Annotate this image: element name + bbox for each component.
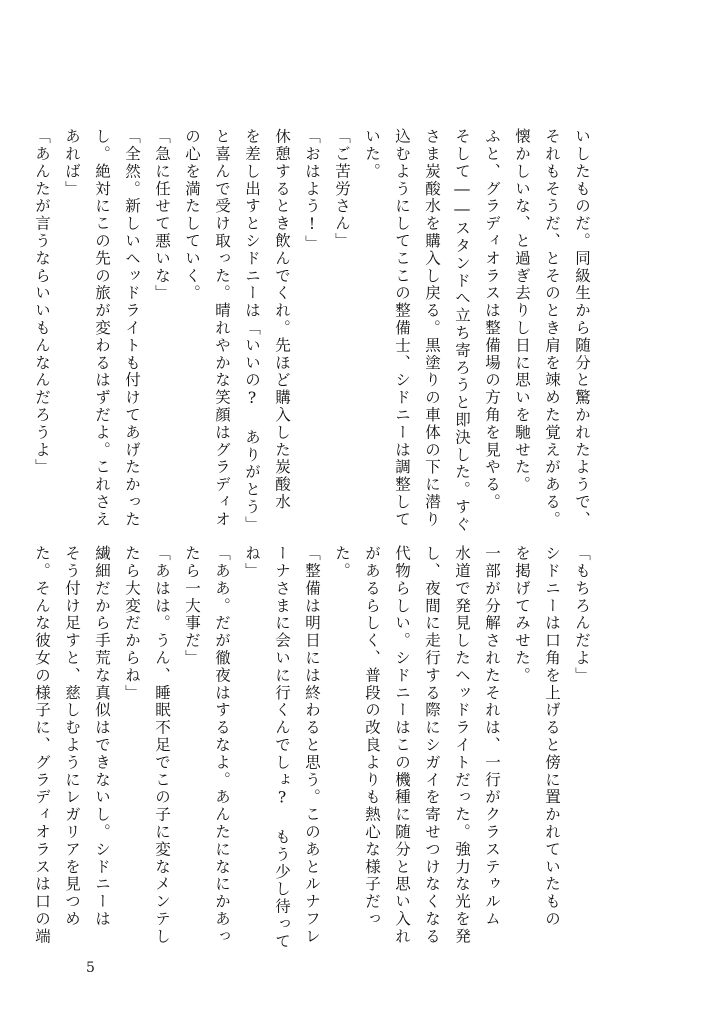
text-line: 一部が分解されたそれは、一行がクラステゥルム — [483, 545, 501, 928]
text-line: いた。 — [363, 128, 381, 181]
text-line: 懐かしいな、と過ぎ去りし日に思いを馳せた。 — [513, 128, 531, 494]
text-line: 水道で発見したヘッドライトだった。強力な光を発 — [453, 545, 471, 946]
text-line: し、夜間に走行する際にシガイを寄せつけなくなる — [423, 545, 441, 946]
text-line: 「もちろんだよ」 — [573, 545, 591, 685]
text-line: それもそうだ、とそのとき肩を竦めた覚えがある。 — [543, 128, 561, 529]
text-line: そう付け足すと、慈しむようにレガリアを見つめ — [63, 545, 81, 928]
text-line: 「ご苦労さん」 — [333, 128, 351, 250]
text-line: 「整備は明日には終わると思う。このあとルナフレ — [303, 545, 321, 946]
text-line: そして――スタンドへ立ち寄ろうと即決した。すぐ — [453, 128, 471, 534]
top-text-block — [33, 128, 597, 534]
text-line: たら一大事だ」 — [183, 545, 201, 667]
text-line: 休憩するとき飲んでくれ。先ほど購入した炭酸水 — [273, 128, 291, 511]
text-line: 「あんたが言うならいいもんなんだろうよ」 — [33, 128, 51, 476]
bottom-text-block — [33, 545, 597, 951]
text-line: シドニーは口角を上げると傍に置かれていたもの — [543, 545, 561, 928]
text-line: 「急に任せて悪いな」 — [153, 128, 171, 302]
text-line: いしたものだ。同級生から随分と驚かれたようで、 — [573, 128, 591, 529]
text-line: 「ああ。だが徹夜はするなよ。あんたになにかあっ — [213, 545, 231, 946]
text-line: 代物らしい。シドニーはこの機種に随分と思い入れ — [393, 545, 411, 946]
text-line: た。そんな彼女の様子に、グラディオラスは口の端 — [33, 545, 51, 946]
text-line: 繊細だから手荒な真似はできないし。シドニーは — [93, 545, 111, 928]
text-line: た。 — [333, 545, 351, 580]
page-number: 5 — [86, 960, 95, 976]
text-line: があるらしく、普段の改良よりも熱心な様子だっ — [363, 545, 381, 928]
text-line: と喜んで受け取った。晴れやかな笑顔はグラディオ — [213, 128, 231, 529]
text-line: あれば」 — [63, 128, 81, 198]
text-line: し。絶対にこの先の旅が変わるはずだよ。これさえ — [93, 128, 111, 529]
text-line: たら大変だからね」 — [123, 545, 141, 702]
text-line: を掲げてみせた。 — [513, 545, 531, 685]
text-line: の心を満たしていく。 — [183, 128, 201, 302]
text-line: 「全然。新しいヘッドライトも付けてあげたかった — [123, 128, 141, 529]
text-line: ーナさまに会いに行くんでしょ? もう少し待って — [273, 545, 291, 951]
text-line: を差し出すとシドニーは「いいの? ありがとう」 — [243, 128, 261, 534]
text-line: 「あはは。うん、睡眠不足でこの子に変なメンテし — [153, 545, 171, 946]
text-line: さま炭酸水を購入し戻る。黒塗りの車体の下に潜り — [423, 128, 441, 529]
text-line: 「おはよう!」 — [303, 128, 321, 253]
text-line: ふと、グラディオラスは整備場の方角を見やる。 — [483, 128, 501, 511]
text-line: ね」 — [243, 545, 261, 580]
text-line: 込むようにしてここの整備士、シドニーは調整して — [393, 128, 411, 529]
